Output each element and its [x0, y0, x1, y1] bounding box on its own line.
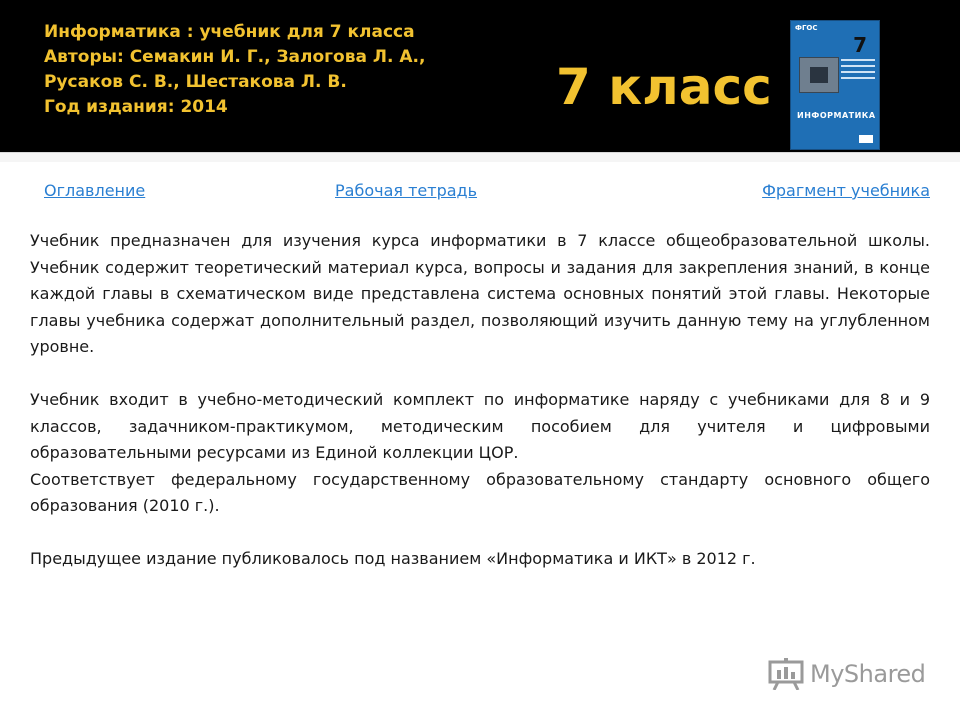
publisher-logo-icon — [859, 135, 873, 143]
paragraph-previous-edition: Предыдущее издание публиковалось под названием «Информатика и ИКТ» в 2012 г. — [30, 549, 756, 568]
paragraph-kit: Учебник входит в учебно-методический комплект по информатике наряду с учебниками для 8 и 9 классов, задачником-практикумом, методическим пособием для учителя и цифровыми образовательными ресурсами из Единой коллекции ЦОР. — [30, 390, 930, 462]
authors-line-2: Русаков С. В., Шестакова Л. В. — [44, 72, 347, 92]
nav-links — [0, 180, 960, 206]
presentation-board-icon — [768, 658, 804, 690]
cover-grade: 7 — [853, 33, 867, 57]
watermark — [768, 656, 925, 692]
header-divider — [0, 152, 960, 162]
cover-badge: ФГОС — [795, 24, 818, 32]
publication-year: Год издания: 2014 — [44, 97, 228, 117]
table-of-contents-link[interactable]: Оглавление — [44, 181, 146, 200]
chip-icon — [799, 57, 839, 93]
book-cover-image — [790, 20, 880, 150]
book-title: Информатика : учебник для 7 класса — [44, 22, 415, 42]
authors-line-1: Авторы: Семакин И. Г., Залогова Л. А., — [44, 47, 426, 67]
paragraph-purpose: Учебник предназначен для изучения курса информатики в 7 классе общеобразовательной школы. Учебник содержит теоретический материал курса, вопросы и задания для закрепления знаний, в конце каждой главы в схематическом виде представлена система основных понятий этой главы. Некоторые главы учебника содержат дополнительный раздел, позволяющий изучить данную тему на углубленном уровне. — [30, 231, 930, 356]
grade-title: 7 класс — [556, 58, 772, 116]
description-text — [30, 228, 930, 573]
header-banner — [0, 0, 960, 152]
watermark-text: MyShared — [810, 660, 926, 688]
textbook-fragment-link[interactable]: Фрагмент учебника — [762, 181, 930, 200]
workbook-link[interactable]: Рабочая тетрадь — [335, 181, 478, 200]
cover-authors-lines — [841, 59, 875, 83]
paragraph-standard: Соответствует федеральному государственному образовательному стандарту основного общего образования (2010 г.). — [30, 469, 930, 515]
book-info — [44, 20, 564, 120]
cover-title: ИНФОРМАТИКА — [797, 111, 876, 120]
